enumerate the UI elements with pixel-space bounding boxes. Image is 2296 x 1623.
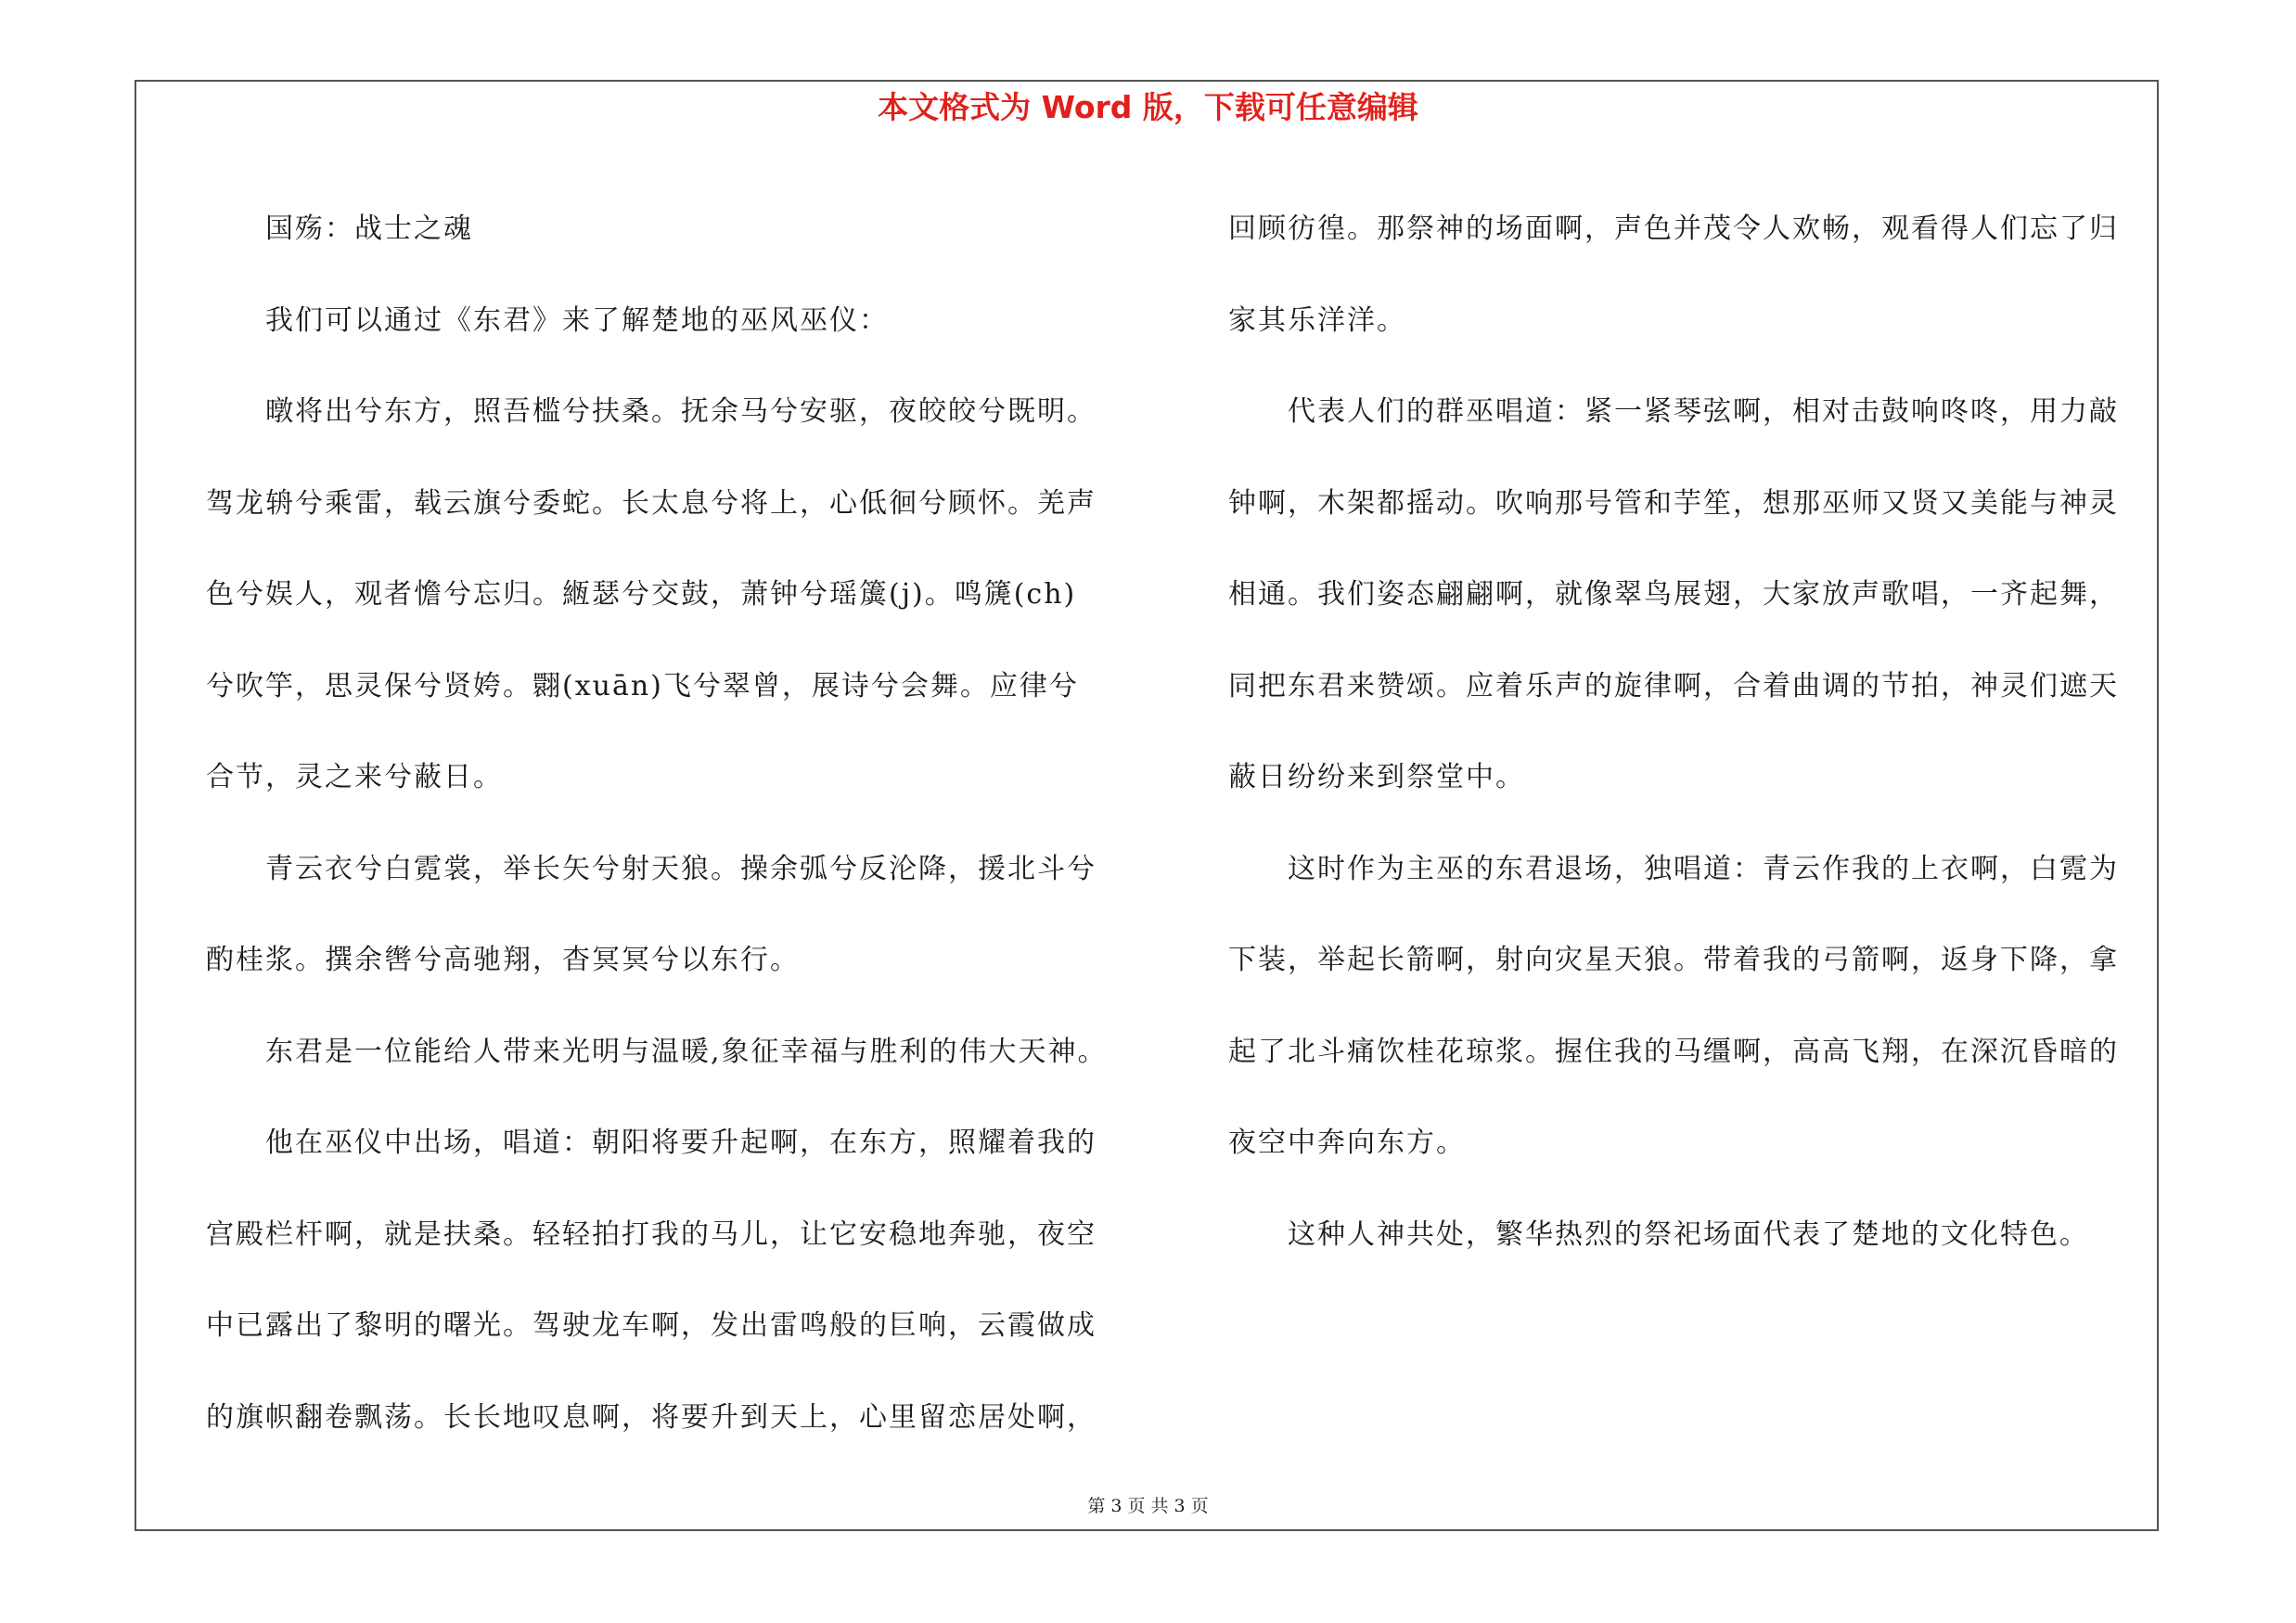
- text-line: 合节，灵之来兮蔽日。: [206, 761, 503, 793]
- left-text-column: [206, 184, 1138, 1463]
- text-line: 这种人神共处，繁华热烈的祭祀场面代表了楚地的文化特色。: [1228, 1217, 2089, 1251]
- text-line: 夜空中奔向东方。: [1228, 1127, 1466, 1159]
- text-line: 他在巫仪中出场，唱道：朝阳将要升起啊，在东方，照耀着我的: [206, 1127, 1097, 1159]
- right-text-column: [1228, 184, 2156, 1281]
- text-line: 国殇：战士之魂: [206, 213, 473, 245]
- text-line: 色兮娱人，观者憺兮忘归。緪瑟兮交鼓，萧钟兮瑶簴(j)。鸣篪(ch): [206, 578, 1077, 611]
- text-line: 暾将出兮东方，照吾槛兮扶桑。抚余马兮安驱，夜皎皎兮既明。: [206, 395, 1097, 428]
- word-format-banner: 本文格式为 Word 版，下载可任意编辑: [878, 89, 1418, 125]
- text-line: 兮吹竽，思灵保兮贤姱。翾(xuān)飞兮翠曾，展诗兮会舞。应律兮: [206, 669, 1079, 702]
- text-line: 酌桂浆。撰余辔兮高驰翔，杳冥冥兮以东行。: [206, 944, 800, 976]
- text-line: 东君是一位能给人带来光明与温暖,象征幸福与胜利的伟大天神。: [206, 1035, 1108, 1068]
- text-line: 相通。我们姿态翩翩啊，就像翠鸟展翅，大家放声歌唱，一齐起舞，: [1228, 578, 2119, 611]
- text-line: 起了北斗痛饮桂花琼浆。握住我的马缰啊，高高飞翔，在深沉昏暗的: [1228, 1035, 2119, 1068]
- text-line: 同把东君来赞颂。应着乐声的旋律啊，合着曲调的节拍，神灵们遮天: [1228, 669, 2119, 702]
- text-line: 代表人们的群巫唱道：紧一紧琴弦啊，相对击鼓响咚咚，用力敲: [1228, 395, 2119, 428]
- text-line: 中已露出了黎明的曙光。驾驶龙车啊，发出雷鸣般的巨响，云霞做成: [206, 1309, 1097, 1342]
- page-number-footer: 第 3 页 共 3 页: [1087, 1496, 1209, 1516]
- text-line: 家其乐洋洋。: [1228, 303, 1406, 337]
- text-line: 青云衣兮白霓裳，举长矢兮射天狼。操余弧兮反沦降，援北斗兮: [206, 852, 1097, 885]
- text-line: 这时作为主巫的东君退场，独唱道：青云作我的上衣啊，白霓为: [1228, 852, 2119, 885]
- text-line: 下装，举起长箭啊，射向灾星天狼。带着我的弓箭啊，返身下降，拿: [1228, 944, 2119, 976]
- text-line: 钟啊，木架都摇动。吹响那号管和芋笙，想那巫师又贤又美能与神灵: [1228, 486, 2119, 520]
- text-line: 驾龙辀兮乘雷，载云旗兮委蛇。长太息兮将上，心低徊兮顾怀。羌声: [206, 486, 1097, 520]
- text-line: 蔽日纷纷来到祭堂中。: [1228, 761, 1525, 793]
- text-line: 我们可以通过《东君》来了解楚地的巫风巫仪：: [206, 303, 889, 337]
- text-line: 回顾彷徨。那祭神的场面啊，声色并茂令人欢畅，观看得人们忘了归: [1228, 213, 2119, 245]
- text-line: 宫殿栏杆啊，就是扶桑。轻轻拍打我的马儿，让它安稳地奔驰，夜空: [206, 1217, 1097, 1251]
- text-line: 的旗帜翻卷飘荡。长长地叹息啊，将要升到天上，心里留恋居处啊，: [206, 1400, 1097, 1434]
